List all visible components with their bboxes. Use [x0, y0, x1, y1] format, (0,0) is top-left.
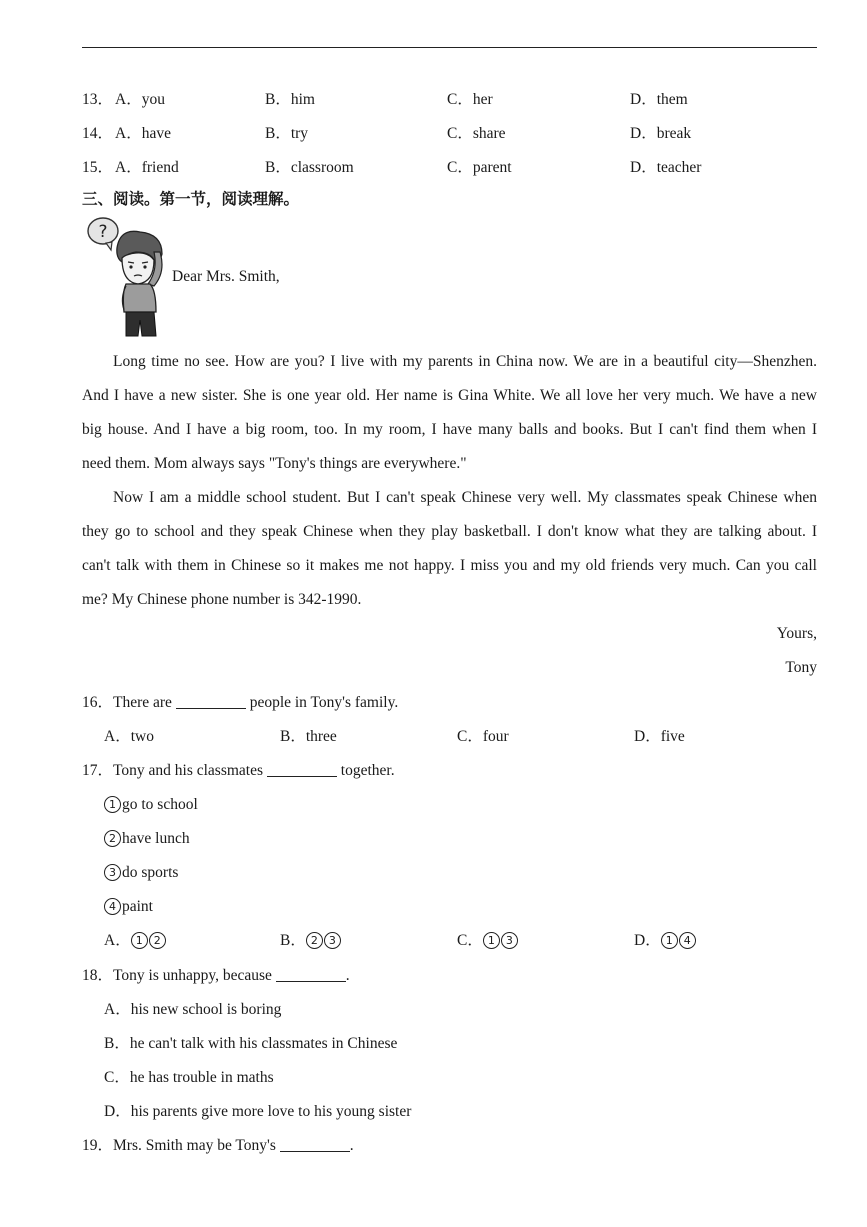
question-number: 15． [82, 159, 114, 176]
option-a[interactable]: A．have [115, 125, 171, 142]
circled-number: 1 [661, 932, 678, 949]
letter-paragraph-1 [82, 345, 817, 481]
header-rule [82, 47, 817, 48]
answer-blank[interactable] [267, 762, 337, 777]
circled-number: 1 [104, 796, 121, 813]
option-b[interactable]: B．him [265, 91, 315, 108]
circled-number: 4 [104, 898, 121, 915]
answer-blank[interactable] [280, 1137, 350, 1152]
circled-number: 2 [306, 932, 323, 949]
circled-number: 1 [131, 932, 148, 949]
answer-blank[interactable] [276, 967, 346, 982]
list-item: 4 paint [104, 897, 153, 917]
letter-closing: Yours, [776, 625, 817, 642]
option-c[interactable]: C．share [447, 125, 506, 142]
option-c[interactable]: C．her [447, 91, 493, 108]
answer-blank[interactable] [176, 694, 246, 709]
list-item: 3 do sports [104, 863, 178, 883]
option-b[interactable]: B．classroom [265, 159, 354, 176]
circled-number: 3 [104, 864, 121, 881]
question-19-stem: 19．Mrs. Smith may be Tony's . [82, 1137, 354, 1154]
paragraph-line: Now I am a middle school student. But I can't speak Chinese very well. My classmates speak Chinese when [113, 489, 817, 506]
circled-number: 3 [501, 932, 518, 949]
option-c[interactable]: C．he has trouble in maths [104, 1069, 274, 1086]
circled-number: 2 [149, 932, 166, 949]
circled-number: 3 [324, 932, 341, 949]
option-d[interactable]: D． 1 4 [634, 931, 697, 951]
section-heading: 三、阅读。第一节，阅读理解。 [82, 190, 300, 208]
question-17-stem: 17．Tony and his classmates together. [82, 762, 395, 779]
paragraph-line: me? My Chinese phone number is 342-1990. [82, 591, 362, 608]
question-number: 13． [82, 91, 114, 108]
list-item: 1 go to school [104, 795, 198, 815]
option-d[interactable]: D．them [630, 91, 688, 108]
letter-paragraph-2 [82, 481, 817, 617]
paragraph-line: And I have a new sister. She is one year old. Her name is Gina White. We all love her very much. We have a new [82, 387, 817, 404]
option-b[interactable]: B．try [265, 125, 309, 142]
option-a[interactable]: A． 1 2 [104, 931, 167, 951]
paragraph-line: can't talk with them in Chinese so it makes me not happy. I miss you and my old friends very much. Can you call [82, 557, 817, 574]
letter-greeting: Dear Mrs. Smith, [172, 268, 280, 285]
paragraph-line: Long time no see. How are you? I live with my parents in China now. We are in a beautiful city—Shenzhen. [113, 353, 817, 370]
option-d[interactable]: D．break [630, 125, 692, 142]
option-a[interactable]: A．friend [115, 159, 179, 176]
option-b[interactable]: B． 2 3 [280, 931, 342, 951]
paragraph-line: need them. Mom always says "Tony's things are everywhere." [82, 455, 467, 472]
paragraph-line: they go to school and they speak Chinese when they play basketball. I don't know what they are talking about. I [82, 523, 817, 540]
option-d[interactable]: D．teacher [630, 159, 702, 176]
option-b[interactable]: B．three [280, 728, 337, 745]
option-a[interactable]: A．two [104, 728, 154, 745]
letter-signature: Tony [785, 659, 817, 676]
circled-number: 2 [104, 830, 121, 847]
question-number: 14． [82, 125, 114, 142]
option-c[interactable]: C． 1 3 [457, 931, 519, 951]
question-18-stem: 18．Tony is unhappy, because . [82, 967, 350, 984]
circled-number: 1 [483, 932, 500, 949]
paragraph-line: big house. And I have a big room, too. In my room, I have many balls and books. But I can't find them when I [82, 421, 817, 438]
option-a[interactable]: A．you [115, 91, 165, 108]
svg-text:?: ? [98, 222, 108, 242]
option-a[interactable]: A．his new school is boring [104, 1001, 282, 1018]
option-b[interactable]: B．he can't talk with his classmates in Chinese [104, 1035, 398, 1052]
list-item: 2 have lunch [104, 829, 190, 849]
option-c[interactable]: C．four [457, 728, 509, 745]
option-d[interactable]: D．five [634, 728, 685, 745]
circled-number: 4 [679, 932, 696, 949]
option-c[interactable]: C．parent [447, 159, 512, 176]
confused-boy-illustration [84, 212, 174, 338]
option-d[interactable]: D．his parents give more love to his young sister [104, 1103, 412, 1120]
question-16-stem: 16．There are people in Tony's family. [82, 694, 399, 711]
